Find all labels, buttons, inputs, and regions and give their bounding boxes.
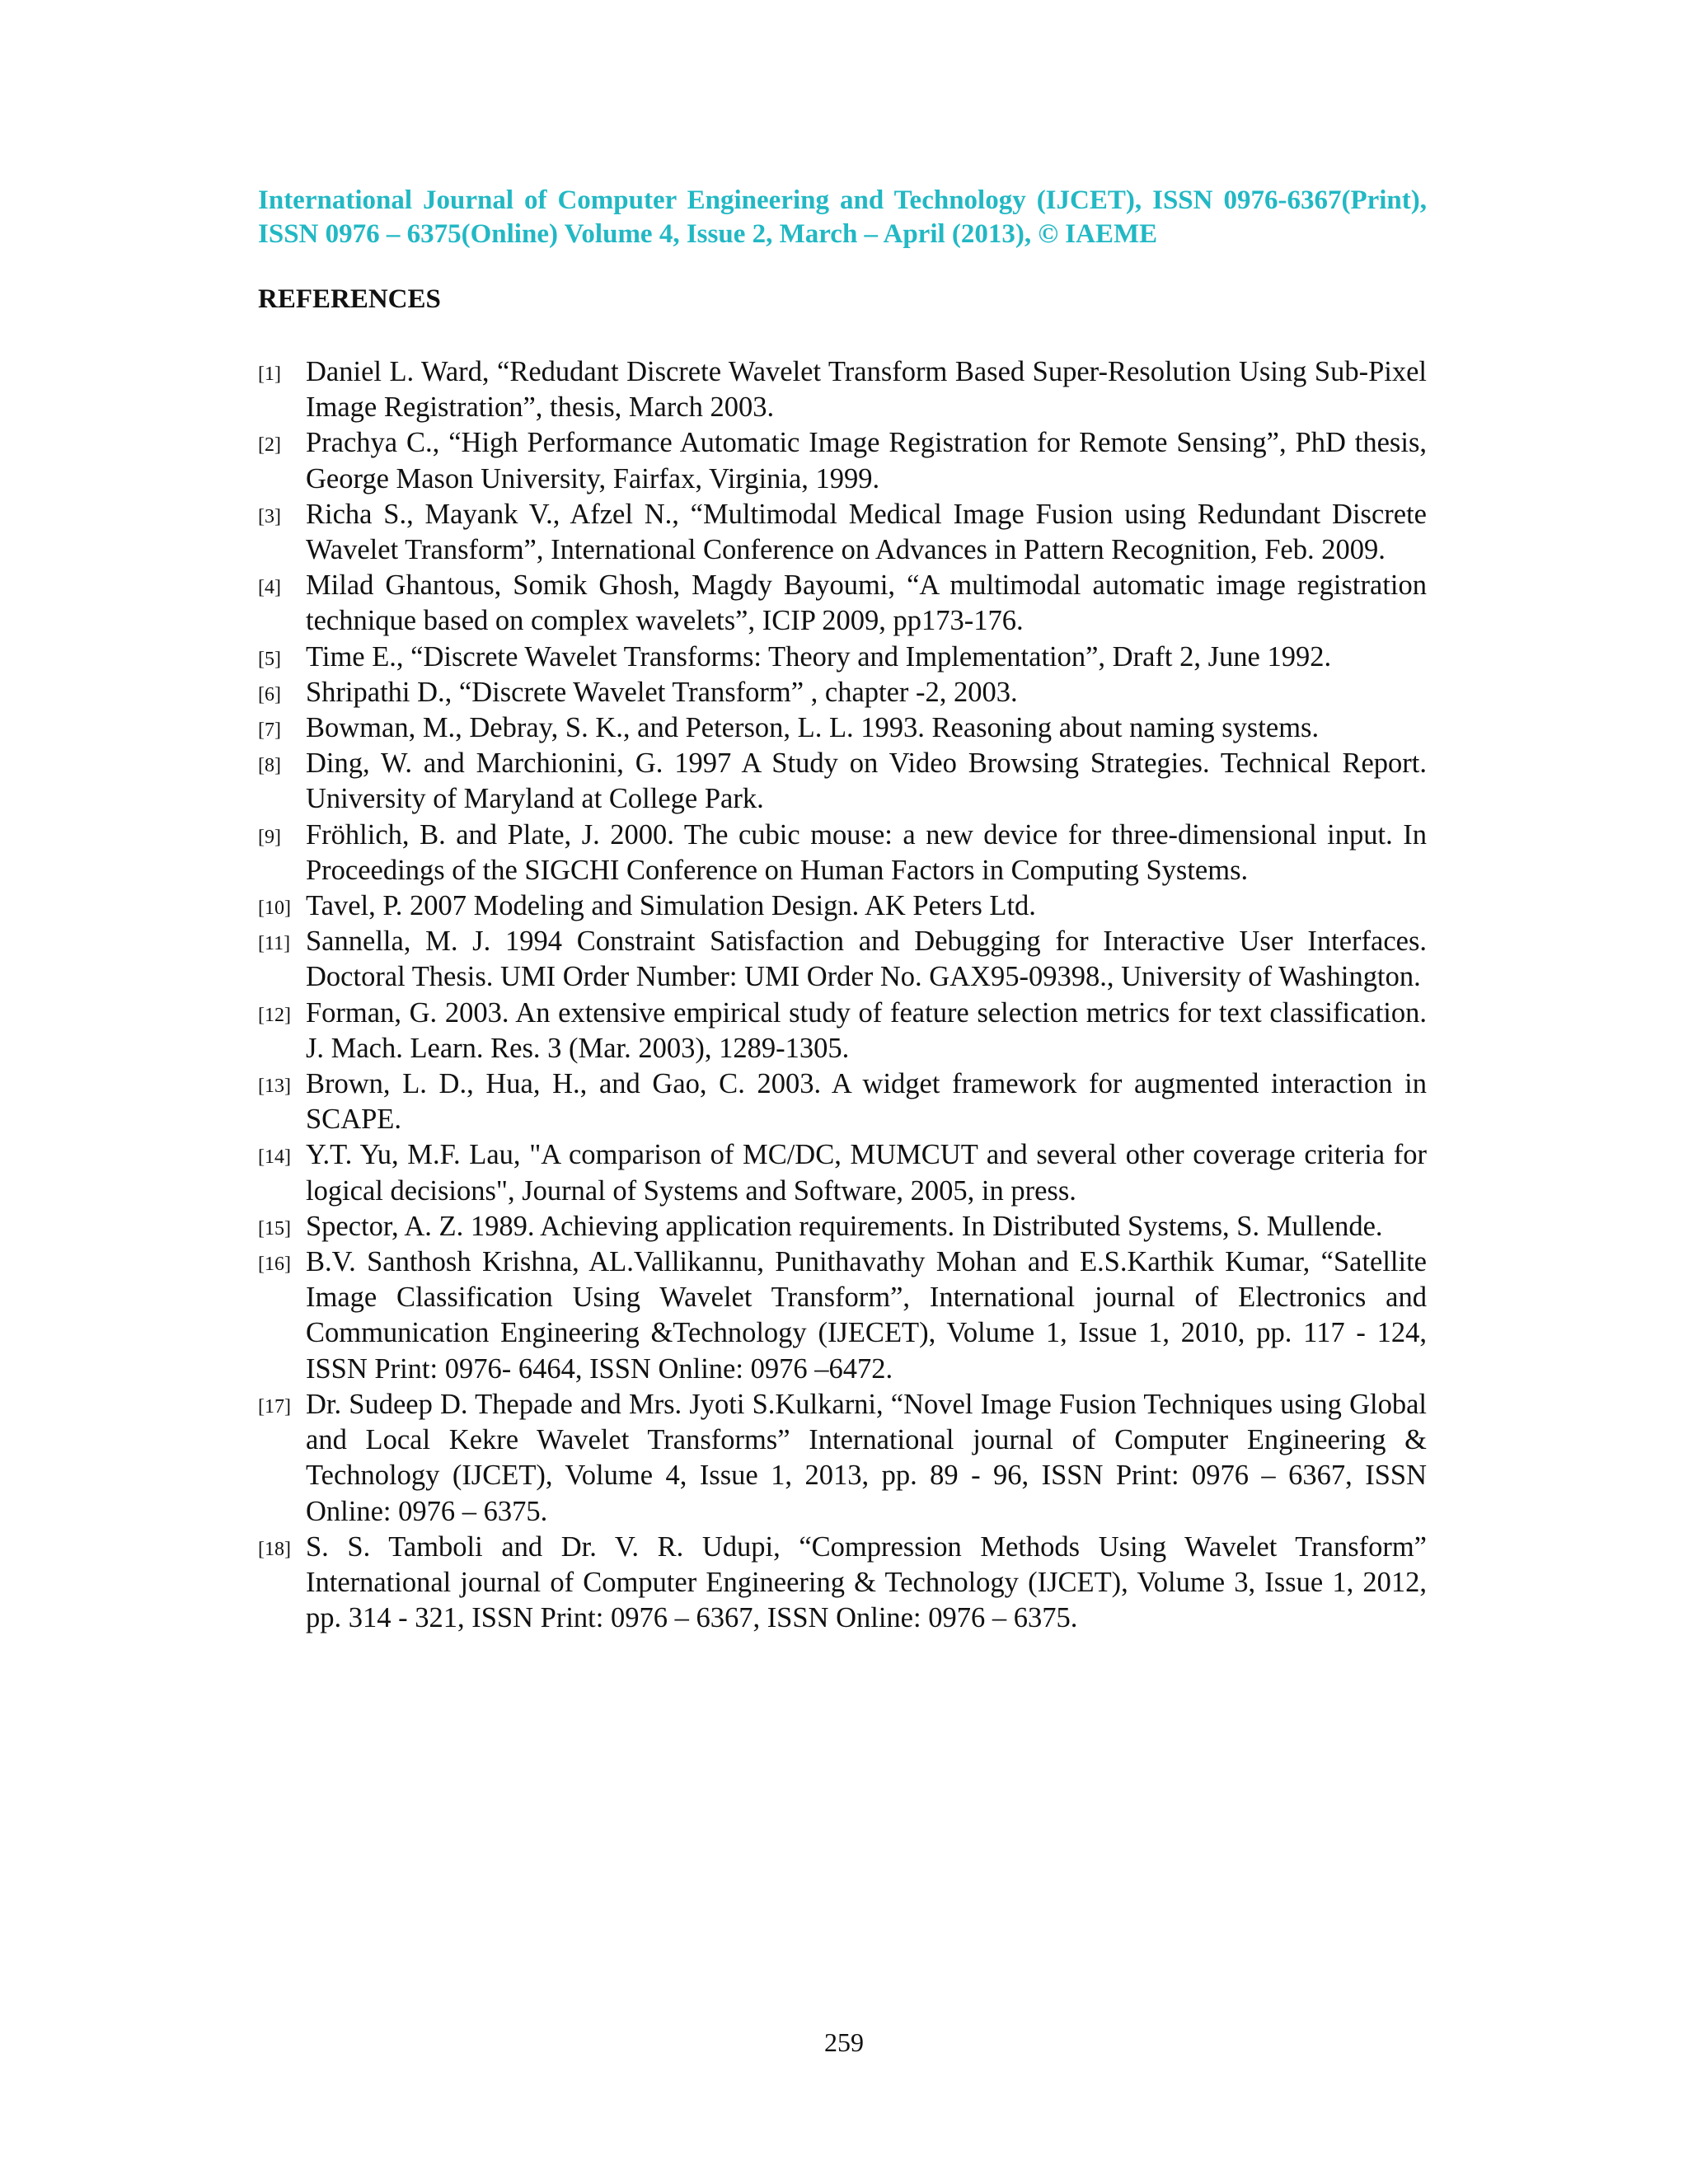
reference-text: Ding, W. and Marchionini, G. 1997 A Study on Video Browsing Strategies. Technical Report. University of Maryland at College Park. — [306, 748, 1427, 815]
reference-number: [10] — [258, 898, 291, 920]
reference-number: [2] — [258, 434, 281, 457]
reference-text: Milad Ghantous, Somik Ghosh, Magdy Bayoumi, “A multimodal automatic image registration technique based on complex wavelets”, ICIP 2009, pp173-176. — [306, 569, 1427, 637]
reference-text: B.V. Santhosh Krishna, AL.Vallikannu, Punithavathy Mohan and E.S.Karthik Kumar, “Satellite Image Classification Using Wavelet Transform”, International journal of Electronics and Communication Engineering &Technology (IJECET), Volume 1, Issue 1, 2010, pp. 117 - 124, ISSN Print: 0976- 6464, ISSN Online: 0976 –6472. — [306, 1246, 1427, 1385]
reference-text: Tavel, P. 2007 Modeling and Simulation Design. AK Peters Ltd. — [306, 890, 1036, 922]
reference-item — [258, 818, 1427, 888]
reference-item — [258, 497, 1427, 568]
reference-number: [18] — [258, 1538, 291, 1560]
reference-number: [1] — [258, 363, 281, 385]
reference-number: [4] — [258, 577, 281, 599]
reference-number: [13] — [258, 1076, 291, 1098]
reference-item — [258, 425, 1427, 496]
reference-number: [5] — [258, 648, 281, 670]
reference-item — [258, 1244, 1427, 1387]
reference-item — [258, 1530, 1427, 1637]
reference-item — [258, 746, 1427, 817]
reference-number: [3] — [258, 505, 281, 527]
reference-item — [258, 996, 1427, 1066]
reference-text: Shripathi D., “Discrete Wavelet Transform” , chapter -2, 2003. — [306, 676, 1018, 708]
reference-item — [258, 710, 1427, 746]
page-number: 259 — [824, 2027, 864, 2057]
reference-text: Spector, A. Z. 1989. Achieving application requirements. In Distributed Systems, S. Mullende. — [306, 1210, 1383, 1242]
reference-text: Forman, G. 2003. An extensive empirical study of feature selection metrics for text classification. J. Mach. Learn. Res. 3 (Mar. 2003), 1289-1305. — [306, 996, 1427, 1064]
reference-text: Y.T. Yu, M.F. Lau, "A comparison of MC/DC, MUMCUT and several other coverage criteria for logical decisions", Journal of Systems and Software, 2005, in press. — [306, 1139, 1427, 1207]
reference-number: [11] — [258, 933, 291, 955]
reference-number: [6] — [258, 683, 281, 705]
reference-number: [9] — [258, 826, 281, 848]
reference-text: S. S. Tamboli and Dr. V. R. Udupi, “Compression Methods Using Wavelet Transform” International journal of Computer Engineering & Technology (IJCET), Volume 3, Issue 1, 2012, pp. 314 - 321, ISSN Print: 0976 – 6367, ISSN Online: 0976 – 6375. — [306, 1530, 1427, 1634]
reference-list — [258, 354, 1427, 1636]
reference-item — [258, 1209, 1427, 1244]
reference-item — [258, 354, 1427, 425]
reference-number: [16] — [258, 1254, 291, 1276]
reference-item — [258, 1387, 1427, 1530]
reference-text: Time E., “Discrete Wavelet Transforms: Theory and Implementation”, Draft 2, June 1992. — [306, 640, 1332, 673]
reference-item — [258, 1137, 1427, 1208]
reference-item — [258, 1066, 1427, 1137]
reference-number: [8] — [258, 755, 281, 777]
reference-number: [7] — [258, 719, 281, 742]
reference-text: Bowman, M., Debray, S. K., and Peterson, L. L. 1993. Reasoning about naming systems. — [306, 712, 1320, 744]
reference-text: Daniel L. Ward, “Redudant Discrete Wavelet Transform Based Super-Resolution Using Sub-Pixel Image Registration”, thesis, March 2003. — [306, 356, 1427, 424]
reference-number: [12] — [258, 1004, 291, 1026]
reference-item — [258, 888, 1427, 924]
reference-number: [15] — [258, 1217, 291, 1240]
references-heading: REFERENCES — [258, 284, 441, 314]
reference-item — [258, 568, 1427, 639]
reference-text: Brown, L. D., Hua, H., and Gao, C. 2003. A widget framework for augmented interaction in SCAPE. — [306, 1068, 1427, 1136]
reference-text: Dr. Sudeep D. Thepade and Mrs. Jyoti S.Kulkarni, “Novel Image Fusion Techniques using Global and Local Kekre Wavelet Transforms” International journal of Computer Engineering & Technology (IJCET), Volume 4, Issue 1, 2013, pp. 89 - 96, ISSN Print: 0976 – 6367, ISSN Online: 0976 – 6375. — [306, 1388, 1427, 1527]
reference-text: Sannella, M. J. 1994 Constraint Satisfaction and Debugging for Interactive User Interfaces. Doctoral Thesis. UMI Order Number: UMI Order No. GAX95-09398., University of Washington. — [306, 926, 1427, 993]
reference-item — [258, 924, 1427, 995]
reference-text: Richa S., Mayank V., Afzel N., “Multimodal Medical Image Fusion using Redundant Discrete Wavelet Transform”, International Conference on Advances in Pattern Recognition, Feb. 2009. — [306, 498, 1427, 566]
reference-item — [258, 675, 1427, 710]
reference-number: [17] — [258, 1395, 291, 1418]
reference-text: Fröhlich, B. and Plate, J. 2000. The cubic mouse: a new device for three-dimensional input. In Proceedings of the SIGCHI Conference on Human Factors in Computing Systems. — [306, 818, 1427, 886]
reference-item — [258, 640, 1427, 675]
reference-text: Prachya C., “High Performance Automatic Image Registration for Remote Sensing”, PhD thesis, George Mason University, Fairfax, Virginia, 1999. — [306, 427, 1427, 494]
reference-number: [14] — [258, 1146, 291, 1169]
journal-header: International Journal of Computer Engineering and Technology (IJCET), ISSN 0976-6367(Print), ISSN 0976 – 6375(Online) Volume 4, Issue 2, March – April (2013), © IAEME — [258, 185, 1427, 249]
